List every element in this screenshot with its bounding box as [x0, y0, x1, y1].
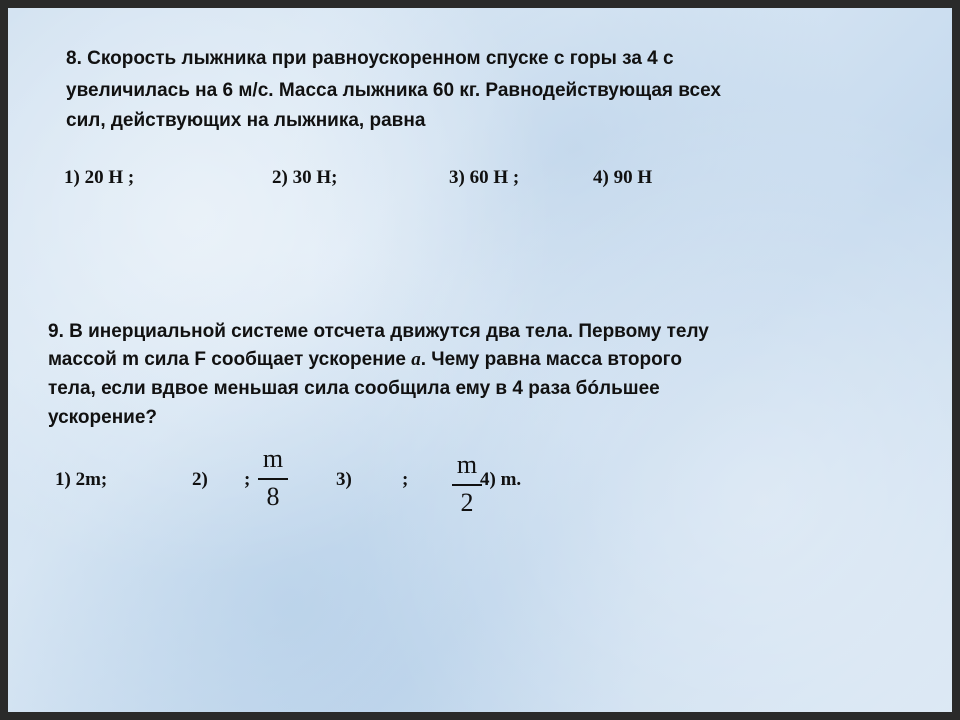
q9-option-1: 1) 2m;: [55, 469, 108, 490]
q9-option-3: 3): [336, 469, 352, 490]
q8-line-1: 8. Скорость лыжника при равноускоренном спуске с горы за 4 с: [66, 48, 674, 69]
q9-line-2-end: . Чему равна масса второго: [420, 349, 682, 370]
q9-line-2: [48, 350, 682, 369]
q9-separator-2: ;: [402, 469, 409, 490]
q9-line-4: ускорение?: [48, 407, 158, 428]
fraction-1-denominator: 8: [266, 482, 280, 511]
q9-option-2: 2): [192, 469, 208, 490]
fraction-2-numerator: m: [456, 450, 478, 479]
q8-option-3: 3) 60 Н ;: [449, 167, 520, 188]
q9-option-4: 4) m.: [480, 469, 522, 490]
slide: [8, 8, 952, 712]
q9-line-3: тела, если вдвое меньшая сила сообщила ему в 4 раза бóльшее: [48, 378, 660, 399]
q8-line-3: сил, действующих на лыжника, равна: [66, 110, 426, 131]
q9-line-2-start: массой m сила F сообщает ускорение: [48, 349, 412, 370]
q8-option-2: 2) 30 Н;: [272, 167, 338, 188]
q8-option-4: 4) 90 Н: [593, 167, 653, 188]
fraction-2-bar: [452, 484, 482, 486]
q8-option-1: 1) 20 Н ;: [64, 167, 135, 188]
q9-line-1: 9. В инерциальной системе отсчета движутся два тела. Первому телу: [48, 321, 709, 342]
fraction-1-numerator: m: [262, 444, 284, 473]
fraction-2-denominator: 2: [460, 488, 474, 517]
fraction-1-bar: [258, 478, 288, 480]
acceleration-symbol: a: [411, 349, 421, 370]
q8-line-2: увеличилась на 6 м/с. Масса лыжника 60 кг. Равнодействующая всех: [66, 80, 721, 101]
q9-separator-1: ;: [244, 469, 251, 490]
